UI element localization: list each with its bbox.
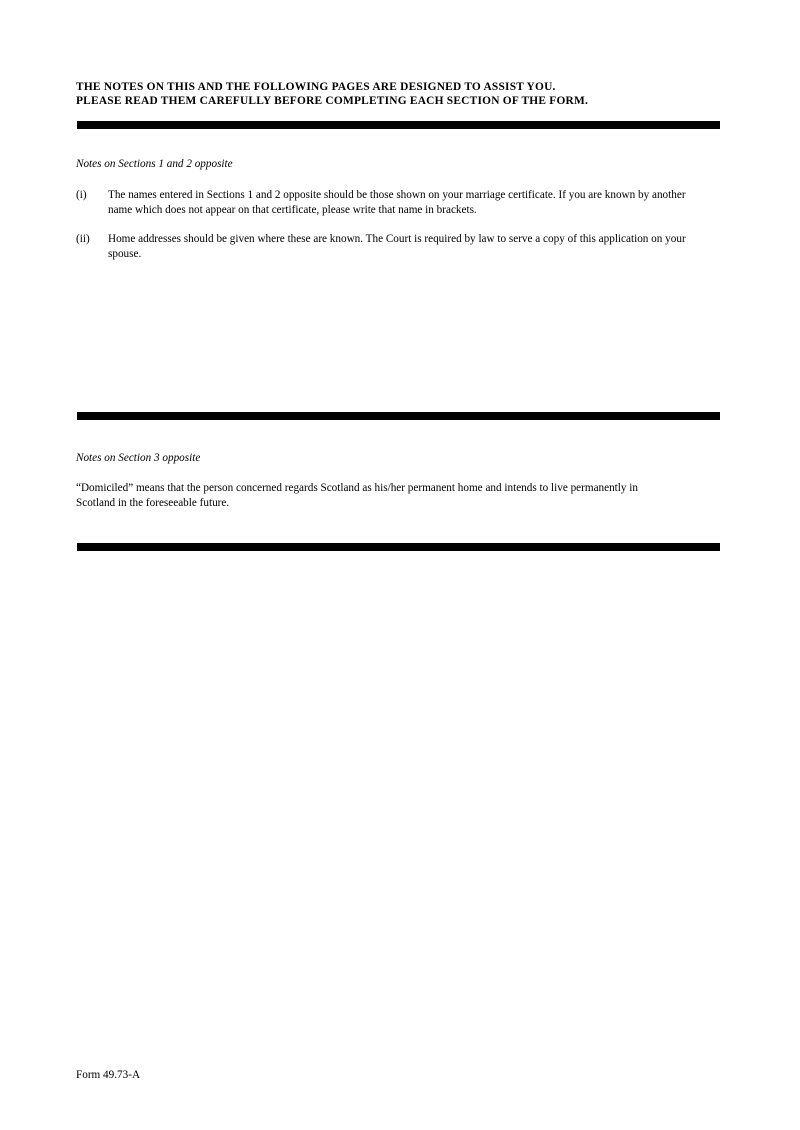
note-text: The names entered in Sections 1 and 2 opposite should be those shown on your marriage certificate. If you are known by another name which does not appear on that certificate, please write that name in brackets.	[108, 189, 686, 217]
note-item	[76, 232, 704, 263]
divider-rule-2	[77, 412, 720, 420]
note-marker: (i)	[76, 189, 87, 201]
page-heading-line-2: PLEASE READ THEM CAREFULLY BEFORE COMPLETING EACH SECTION OF THE FORM.	[76, 95, 589, 108]
section-3-paragraph: “Domiciled” means that the person concerned regards Scotland as his/her permanent home and intends to live permanently in Scotland in the foreseeable future.	[76, 482, 638, 510]
notes-list-sections-1-and-2	[76, 188, 704, 263]
note-marker: (ii)	[76, 232, 90, 245]
page-heading	[76, 80, 736, 108]
divider-rule-3	[77, 543, 720, 551]
divider-rule-1	[77, 121, 720, 129]
form-reference: Form 49.73-A	[76, 1069, 141, 1081]
page-heading-line-1: THE NOTES ON THIS AND THE FOLLOWING PAGES ARE DESIGNED TO ASSIST YOU.	[76, 81, 556, 93]
note-text: Home addresses should be given where these are known. The Court is required by law to serve a copy of this application on your spouse.	[108, 232, 686, 261]
section-title-section-3: Notes on Section 3 opposite	[76, 452, 201, 464]
section-title-sections-1-and-2: Notes on Sections 1 and 2 opposite	[76, 158, 233, 170]
note-item	[76, 188, 704, 219]
